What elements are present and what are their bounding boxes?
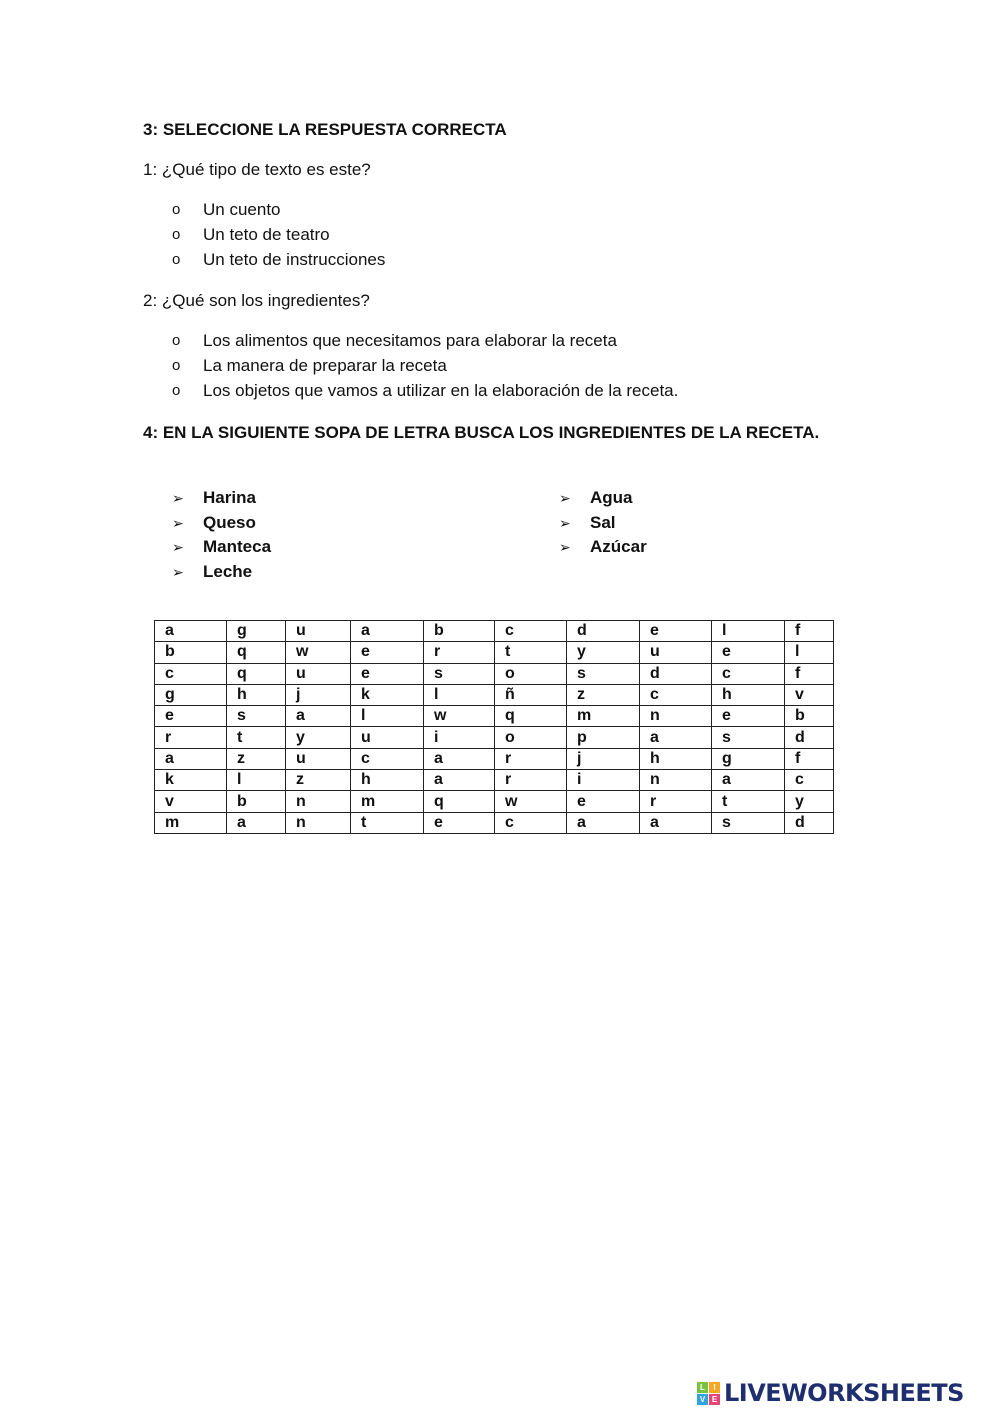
grid-cell[interactable]: u [351,727,424,748]
grid-cell[interactable]: j [567,748,640,769]
radio-bullet-icon[interactable]: o [172,225,181,243]
grid-cell[interactable]: l [351,706,424,727]
grid-cell[interactable]: t [227,727,286,748]
grid-cell[interactable]: u [286,748,351,769]
grid-cell[interactable]: a [155,748,227,769]
section-4-title: 4: EN LA SIGUIENTE SOPA DE LETRA BUSCA LOS INGREDIENTES DE LA RECETA. [143,423,820,442]
grid-cell[interactable]: j [286,684,351,705]
grid-cell[interactable]: y [286,727,351,748]
grid-cell[interactable]: r [424,642,495,663]
question-2-options [172,329,678,403]
ingredient-item [172,560,271,585]
grid-cell[interactable]: u [286,621,351,642]
grid-cell[interactable]: c [712,663,785,684]
grid-cell[interactable]: l [712,621,785,642]
option-label: Un teto de instrucciones [203,249,386,269]
ingredient-label: Manteca [203,537,272,557]
grid-cell[interactable]: a [424,748,495,769]
liveworksheets-logo [697,1378,964,1408]
grid-cell[interactable]: q [227,642,286,663]
ingredient-item [172,511,271,536]
ingredient-label: Sal [590,512,616,532]
grid-cell[interactable]: y [785,791,834,812]
word-search-grid [154,620,834,834]
logo-tile: I [709,1382,720,1393]
grid-row [155,727,834,748]
grid-cell[interactable]: l [424,684,495,705]
grid-cell[interactable]: a [286,706,351,727]
grid-cell[interactable]: q [227,663,286,684]
grid-cell[interactable]: n [286,812,351,833]
logo-tile: L [697,1382,708,1393]
option-label: Un teto de teatro [203,224,330,244]
grid-row [155,791,834,812]
radio-bullet-icon[interactable]: o [172,332,181,349]
option-label: La manera de preparar la receta [203,355,447,375]
grid-cell[interactable]: c [155,663,227,684]
grid-cell[interactable]: b [424,621,495,642]
grid-cell[interactable]: p [567,727,640,748]
ingredient-item [172,486,271,511]
grid-cell[interactable]: w [424,706,495,727]
grid-cell[interactable]: a [227,812,286,833]
grid-cell[interactable]: m [155,812,227,833]
grid-cell[interactable]: h [227,684,286,705]
option-label: Un cuento [203,200,281,219]
arrow-bullet-icon: ➢ [559,539,571,556]
grid-row [155,812,834,833]
option-label: Los objetos que vamos a utilizar en la elaboración de la receta. [203,380,679,400]
grid-cell[interactable]: z [227,748,286,769]
grid-cell[interactable]: o [495,727,567,748]
grid-cell[interactable]: s [424,663,495,684]
arrow-bullet-icon: ➢ [172,490,184,506]
ingredient-item [172,535,271,560]
grid-cell[interactable]: z [567,684,640,705]
radio-bullet-icon[interactable]: o [172,381,181,399]
grid-cell[interactable]: n [286,791,351,812]
grid-cell[interactable]: s [712,812,785,833]
grid-cell[interactable]: r [495,770,567,791]
grid-cell[interactable]: l [227,770,286,791]
grid-cell[interactable]: f [785,621,834,642]
grid-cell[interactable]: c [640,684,712,705]
question-1: 1: ¿Qué tipo de texto es este? [143,160,371,179]
grid-row [155,621,834,642]
grid-cell[interactable]: f [785,748,834,769]
arrow-bullet-icon: ➢ [172,539,184,556]
grid-cell[interactable]: e [712,642,785,663]
grid-cell[interactable]: b [227,791,286,812]
ingredient-label: Queso [203,512,256,532]
grid-cell[interactable]: m [567,706,640,727]
grid-cell[interactable]: k [351,684,424,705]
liveworksheets-icon [697,1382,720,1405]
grid-cell[interactable]: s [712,727,785,748]
grid-cell[interactable]: b [785,706,834,727]
grid-cell[interactable]: d [567,621,640,642]
radio-bullet-icon[interactable]: o [172,250,181,268]
grid-cell[interactable]: c [495,812,567,833]
grid-cell[interactable]: s [567,663,640,684]
grid-cell[interactable]: d [785,727,834,748]
ingredient-item [559,535,647,560]
grid-cell[interactable]: r [155,727,227,748]
grid-row [155,642,834,663]
question-2-option[interactable] [172,379,678,404]
grid-cell[interactable]: z [286,770,351,791]
grid-cell[interactable]: o [495,663,567,684]
ingredient-label: Harina [203,488,256,507]
arrow-bullet-icon: ➢ [559,514,571,531]
grid-cell[interactable]: e [567,791,640,812]
grid-cell[interactable]: a [712,770,785,791]
logo-tile: E [709,1394,720,1405]
grid-cell[interactable]: b [155,642,227,663]
grid-cell[interactable]: i [424,727,495,748]
arrow-bullet-icon: ➢ [172,563,184,580]
grid-row [155,770,834,791]
grid-cell[interactable]: a [640,727,712,748]
grid-cell[interactable]: u [640,642,712,663]
grid-row [155,663,834,684]
grid-cell[interactable]: u [286,663,351,684]
grid-cell[interactable]: v [785,684,834,705]
grid-cell[interactable]: w [495,791,567,812]
ingredient-item [559,486,647,511]
grid-cell[interactable]: f [785,663,834,684]
grid-row [155,684,834,705]
grid-cell[interactable]: n [640,706,712,727]
grid-cell[interactable]: g [227,621,286,642]
grid-cell[interactable]: g [712,748,785,769]
grid-cell[interactable]: t [712,791,785,812]
grid-cell[interactable]: h [640,748,712,769]
grid-row [155,706,834,727]
question-2-option[interactable] [172,329,678,354]
grid-cell[interactable]: v [155,791,227,812]
grid-cell[interactable]: e [712,706,785,727]
grid-cell[interactable]: g [155,684,227,705]
option-label: Los alimentos que necesitamos para elaborar la receta [203,331,617,350]
ingredient-label: Azúcar [590,537,647,557]
ingredient-label: Leche [203,561,253,581]
grid-cell[interactable]: q [424,791,495,812]
question-2-option[interactable] [172,354,678,379]
radio-bullet-icon[interactable]: o [172,356,181,374]
grid-cell[interactable]: a [567,812,640,833]
grid-cell[interactable]: s [227,706,286,727]
question-1-option[interactable] [172,223,385,248]
question-1-options [172,198,385,272]
grid-cell[interactable]: n [640,770,712,791]
ingredient-list-left [172,486,271,584]
grid-cell[interactable]: e [424,812,495,833]
question-1-option[interactable] [172,248,385,273]
grid-cell[interactable]: q [495,706,567,727]
logo-tile: V [697,1394,708,1405]
grid-cell[interactable]: ñ [495,684,567,705]
grid-row [155,748,834,769]
grid-cell[interactable]: d [640,663,712,684]
grid-cell[interactable]: r [495,748,567,769]
arrow-bullet-icon: ➢ [172,514,184,531]
grid-cell[interactable]: l [785,642,834,663]
grid-cell[interactable]: e [155,706,227,727]
question-1-option[interactable] [172,198,385,223]
grid-cell[interactable]: w [286,642,351,663]
ingredient-item [559,511,647,536]
grid-cell[interactable]: k [155,770,227,791]
grid-cell[interactable]: a [155,621,227,642]
grid-cell[interactable]: c [785,770,834,791]
radio-bullet-icon[interactable]: o [172,201,181,218]
grid-cell[interactable]: y [567,642,640,663]
grid-cell[interactable]: h [351,770,424,791]
grid-cell[interactable]: a [640,812,712,833]
grid-cell[interactable]: r [640,791,712,812]
ingredient-label: Agua [590,488,633,507]
grid-cell[interactable]: e [351,663,424,684]
grid-cell[interactable]: a [351,621,424,642]
grid-cell[interactable]: i [567,770,640,791]
grid-cell[interactable]: e [640,621,712,642]
grid-cell[interactable]: c [351,748,424,769]
grid-cell[interactable]: d [785,812,834,833]
grid-cell[interactable]: a [424,770,495,791]
grid-cell[interactable]: m [351,791,424,812]
grid-cell[interactable]: e [351,642,424,663]
grid-cell[interactable]: t [351,812,424,833]
ingredient-list-right [559,486,647,560]
brand-name: LIVEWORKSHEETS [724,1379,964,1407]
section-3-title: 3: SELECCIONE LA RESPUESTA CORRECTA [143,120,507,139]
question-2: 2: ¿Qué son los ingredientes? [143,291,370,310]
grid-cell[interactable]: c [495,621,567,642]
arrow-bullet-icon: ➢ [559,490,571,506]
grid-cell[interactable]: h [712,684,785,705]
grid-cell[interactable]: t [495,642,567,663]
